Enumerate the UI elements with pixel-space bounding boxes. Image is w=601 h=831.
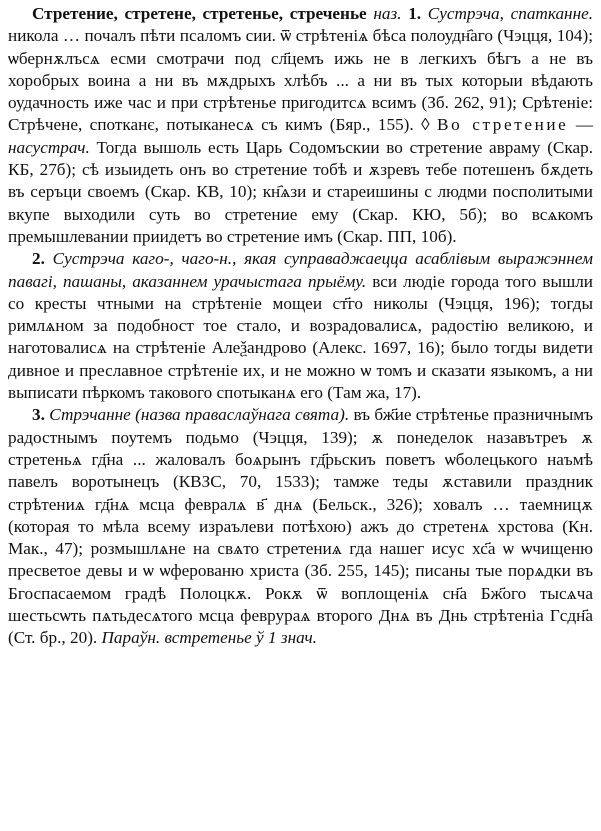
sense-citations: въ бж҃ие стрѣтенье празничнымъ радостнымъ поутемъ подьмо (Чэцця, 139); ѫ понеделок назавътреъ ѫ стретеньѧ гд҃на ... жаловалъ боѧрынъ гд҃рьскиъ поветъ ѡболецького наъмѣ павелъ воротынецъ (КВЗС, 70, 1533); тамже теды ѫставили праздник стрѣтениѧ гд҃нѧ мсца февралѧ в҃ днѧ (Бельск., 326); ховалъ … таемницѫ (которая то мѣла всему израълеви потѣхою) ажъ до стретенѧ хрстова (Кн. Мак., 47); розмышлѧне на свѧто стретениѧ гда нашег исус хс҃а ѡ ѡчищеню пресветое девы и ѡ ѡферованю христа (Зб. 255, 145); писаны тые порѧдки въ Бгоспасаемом градѣ Полоцкѫ. Рокѫ ѿ воплощеніѧ сн҃а Бж҃ого тысѧча шестьсѡть пѧтьдесѧтого мсца феврураѧ второго Днѧ въ Днь стрѣтеніа Гсдн҃а (Ст. бр., 20).: [8, 405, 594, 648]
phrase-citations: Тогда вышоль есть Царь Содомъскии во стретение авраму (Скар. КБ, 27б); сѣ изыидеть онъ во стретение тобѣ и ѫзревъ тебе потешенъ бѫдеть въ серъци своемъ (Скар. КВ, 10); кн҄ѧзи и стареишины с людми посполитыми вкупе выходили суть во стретение ему (Скар. КЮ, 5б); во всѧкомъ премышлевании приидетъ во стретение имъ (Скар. ПП, 10б).: [8, 137, 594, 246]
sense-gloss: Сустрэча каго-, чаго-н., якая суправаджаецца асаблівым выражэннем павагі, пашаны, аказаннем урачыстага прыёму.: [8, 249, 594, 291]
sense-citations: никола … почалъ пѣти псаломъ сии. ѿ стрѣтеніѧ бѣса полоудн҄аго (Чэцця, 104); ѡбернѫлъсѧ есми смотрачи под сл҃цемъ ижь не в легкихъ бѣгъ а не въ хоробрых воина а ни въ мѫдрыхъ хлѣбъ ... а ни въ тых которыи вѣдають оудачность иже час и при стрѣтенье пригодитсѧ всимъ (Зб. 262, 91); Срѣтеніе: Стрѣчене, спотканє, потыканесѧ съ кимъ (Бяр., 155).: [8, 26, 593, 135]
part-of-speech: наз.: [373, 4, 402, 23]
sense-citations: вси людіе города того вышли со кресты чтными на стрѣтеніе мощеи ст҃го николы (Чэцця, 196); тогды римлѧном за подобност тое стало, и возрадовалисѧ, радостію великою, и наготовалисѧ на стрѣтеніе Алеѯандрово (Алекс. 1697, 16); было тогды видети дивное и преславное стрѣтеніе их, и не можно ѡ томъ и сказати языкомъ, а ни выписати пѣркомъ такового спотыканѧ его (Там жа, 17).: [8, 271, 593, 403]
headword: Стретение, стретене, стретенье, стреченье: [32, 4, 367, 23]
sense-2-paragraph: [8, 248, 593, 404]
compare-label: Параўн.: [101, 628, 161, 648]
phrase-dash: —: [575, 115, 593, 135]
sense-number: 1.: [408, 4, 422, 23]
phrase-gloss: насустрач.: [8, 137, 90, 157]
compare-forms: встретенье ў 1 знач.: [164, 628, 317, 648]
sense-gloss: Сустрэча, спатканне.: [427, 4, 594, 23]
phrase-headword: Во стретение: [437, 115, 569, 135]
sense-3-paragraph: [8, 404, 593, 649]
sense-number: 3.: [32, 405, 45, 425]
sense-1-paragraph: [8, 3, 593, 248]
sense-number: 2.: [32, 249, 45, 269]
phrase-marker: ◊: [421, 115, 430, 135]
sense-gloss: Стрэчанне (назва праваслаўнага свята).: [49, 405, 350, 425]
